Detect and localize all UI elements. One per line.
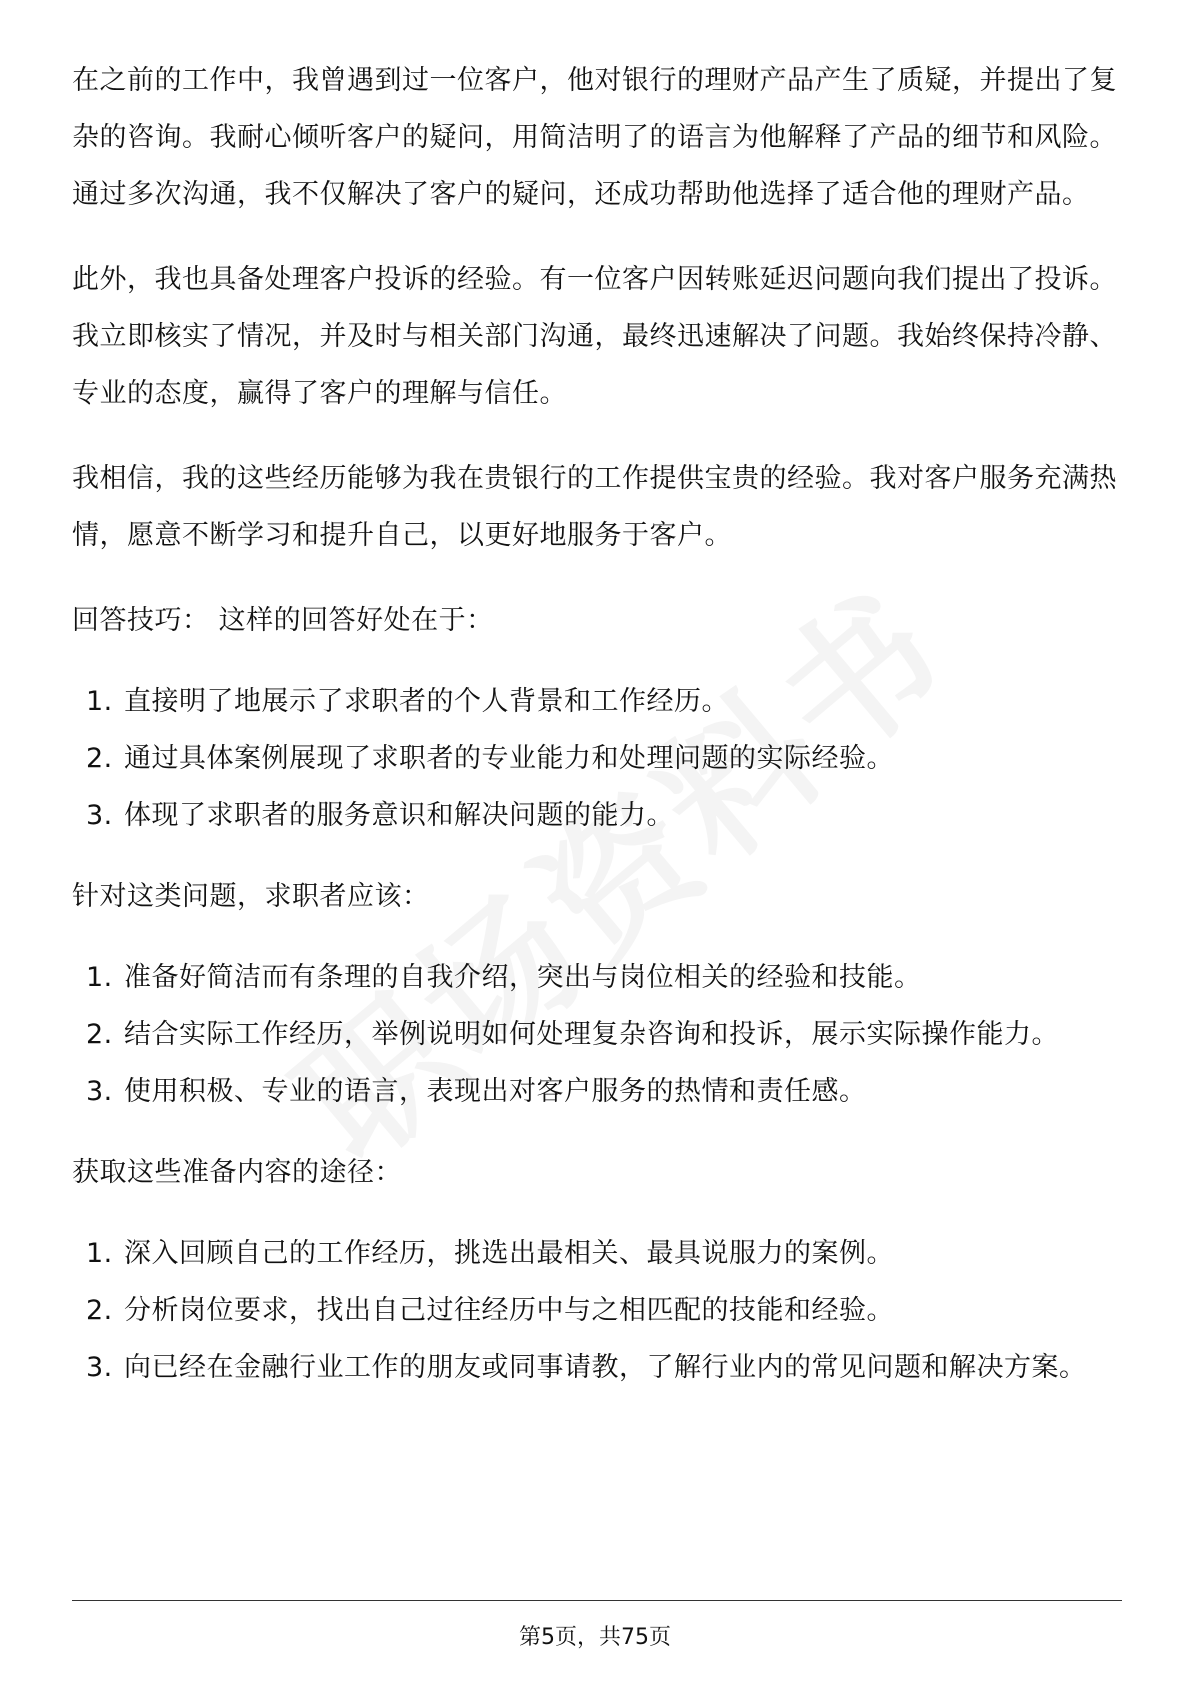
list-item: 3. 向已经在金融行业工作的朋友或同事请教，了解行业内的常见问题和解决方案。 bbox=[86, 1352, 1087, 1383]
list-item: 2. 结合实际工作经历，举例说明如何处理复杂咨询和投诉，展示实际操作能力。 bbox=[86, 1019, 1059, 1050]
paragraph-complaint-handling: 此外，我也具备处理客户投诉的经验。有一位客户因转账延迟问题向我们提出了投诉。我立即核实了情况，并及时与相关部门沟通，最终迅速解决了问题。我始终保持冷静、专业的态度，赢得了客户的理解与信任。 bbox=[72, 264, 1117, 409]
list-preparation-sources bbox=[72, 1225, 1122, 1396]
list-item: 3. 使用积极、专业的语言，表现出对客户服务的热情和责任感。 bbox=[86, 1076, 867, 1107]
list-item: 1. 深入回顾自己的工作经历，挑选出最相关、最具说服力的案例。 bbox=[86, 1238, 894, 1269]
document-page bbox=[72, 52, 1122, 1420]
list-item: 1. 准备好简洁而有条理的自我介绍，突出与岗位相关的经验和技能。 bbox=[86, 962, 922, 993]
list-candidate-should bbox=[72, 949, 1122, 1120]
footer-divider bbox=[72, 1600, 1122, 1601]
paragraph-customer-inquiry: 在之前的工作中，我曾遇到过一位客户，他对银行的理财产品产生了质疑，并提出了复杂的咨询。我耐心倾听客户的疑问，用简洁明了的语言为他解释了产品的细节和风险。通过多次沟通，我不仅解决了客户的疑问，还成功帮助他选择了适合他的理财产品。 bbox=[72, 65, 1117, 210]
section-heading-answer-tips: 回答技巧： 这样的回答好处在于： bbox=[72, 605, 494, 636]
list-item: 2. 分析岗位要求，找出自己过往经历中与之相匹配的技能和经验。 bbox=[86, 1295, 894, 1326]
paragraph-closing: 我相信，我的这些经历能够为我在贵银行的工作提供宝贵的经验。我对客户服务充满热情，愿意不断学习和提升自己，以更好地服务于客户。 bbox=[72, 463, 1117, 551]
list-item: 3. 体现了求职者的服务意识和解决问题的能力。 bbox=[86, 800, 674, 831]
page-number: 第5页，共75页 bbox=[519, 1625, 671, 1650]
section-heading-preparation-sources: 获取这些准备内容的途径： bbox=[72, 1157, 402, 1188]
list-answer-tips bbox=[72, 673, 1122, 844]
section-heading-candidate-should: 针对这类问题，求职者应该： bbox=[72, 881, 430, 912]
list-item: 1. 直接明了地展示了求职者的个人背景和工作经历。 bbox=[86, 686, 729, 717]
list-item: 2. 通过具体案例展现了求职者的专业能力和处理问题的实际经验。 bbox=[86, 743, 894, 774]
